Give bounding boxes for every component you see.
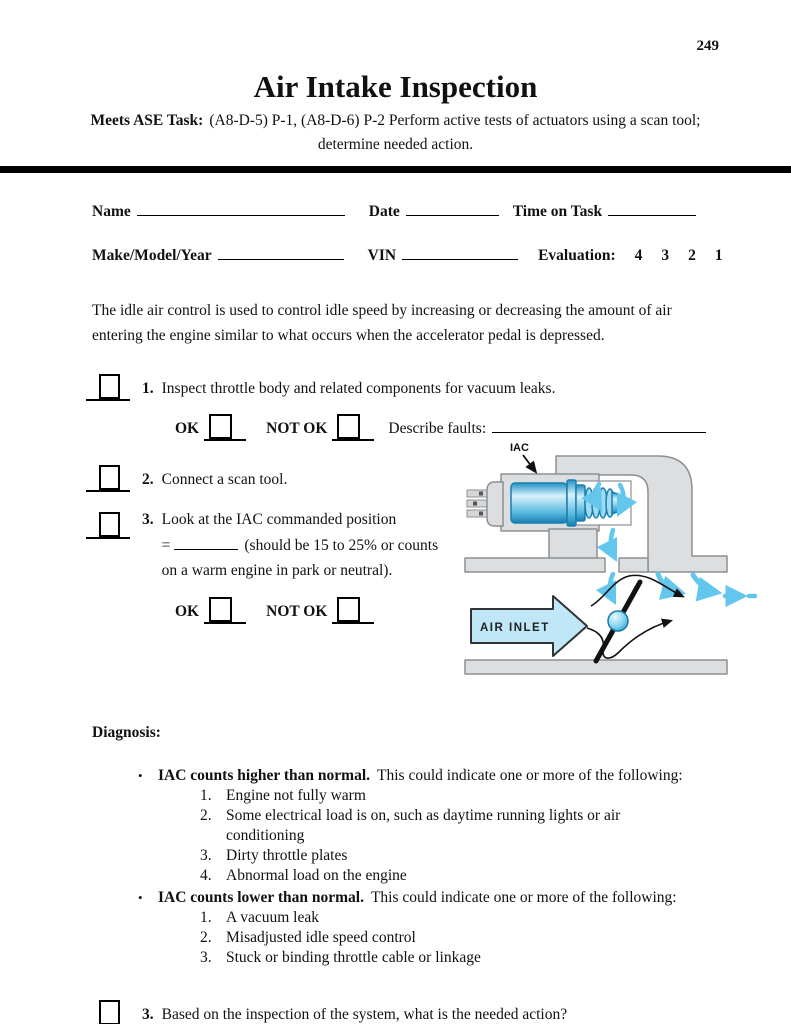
iac-valve-diagram [453, 430, 790, 677]
step-3-equals: = [161, 537, 171, 554]
ase-task-text: (A8-D-5) P-1, (A8-D-6) P-2 Perform active tests of actuators using a scan tool; [209, 112, 701, 129]
item-text: Abnormal load on the engine [226, 867, 407, 884]
step-2-checkbox[interactable] [86, 462, 130, 492]
item-number: 2. [200, 807, 212, 824]
item-number: 3. [200, 847, 212, 864]
final-step-number: 3. [142, 1006, 154, 1023]
step-2-number: 2. [142, 471, 154, 488]
name-label: Name [92, 203, 131, 220]
item-number: 4. [200, 867, 212, 884]
checkbox-icon [337, 414, 360, 439]
bullet-lead: IAC counts higher than normal. [158, 767, 371, 784]
final-step-checkbox[interactable] [86, 997, 130, 1024]
bullet-rest: This could indicate one or more of the following: [370, 889, 677, 906]
checkbox-icon [209, 414, 232, 439]
not-ok-checkbox[interactable] [332, 595, 374, 624]
item-text: Misadjusted idle speed control [226, 929, 416, 946]
iac-position-field[interactable] [174, 532, 238, 550]
date-label: Date [368, 203, 400, 220]
step-1-number: 1. [142, 380, 154, 397]
list-item [200, 908, 791, 928]
evaluation-score-1[interactable]: 1 [714, 247, 723, 264]
vin-field[interactable] [402, 242, 518, 260]
not-ok-label: NOT OK [266, 420, 328, 437]
connector [467, 482, 503, 526]
ok-label: OK [175, 420, 200, 437]
step-3-checkbox[interactable] [86, 509, 130, 539]
list-item [200, 948, 791, 968]
list-item [200, 928, 791, 948]
evaluation-label: Evaluation: [538, 247, 616, 264]
list-item [138, 888, 791, 908]
item-number: 3. [200, 949, 212, 966]
ase-task-line [0, 109, 791, 157]
checkbox-icon [337, 597, 360, 622]
item-text: Stuck or binding throttle cable or linkage [226, 949, 481, 966]
checkbox-icon [99, 465, 120, 490]
evaluation-score-4[interactable]: 4 [634, 247, 643, 264]
ok-checkbox[interactable] [204, 595, 246, 624]
air-inlet-label: AIR INLET [480, 622, 550, 634]
header-divider [0, 166, 791, 173]
describe-faults-label: Describe faults: [388, 420, 487, 437]
final-step-row [86, 997, 791, 1024]
list-item [200, 786, 791, 806]
checkbox-icon [99, 1000, 120, 1024]
page-title: Air Intake Inspection [253, 69, 538, 104]
iac-pointer-arrow [523, 455, 535, 471]
diagnosis-heading: Diagnosis: [92, 724, 161, 741]
make-model-year-field[interactable] [218, 242, 344, 260]
diagnosis-list [138, 766, 791, 968]
form-row-1 [92, 198, 791, 224]
step-1-row [86, 371, 791, 401]
date-field[interactable] [406, 198, 499, 216]
not-ok-label: NOT OK [266, 603, 328, 620]
list-item [200, 806, 791, 846]
step-3-line-3: on a warm engine in park or neutral). [161, 562, 393, 579]
ase-task-text-2: determine needed action. [317, 136, 474, 153]
intro-paragraph: The idle air control is used to control idle speed by increasing or decreasing the amount of air entering the engine similar to what occurs when the accelerator pedal is depressed. [92, 302, 672, 344]
final-step-text: Based on the inspection of the system, what is the needed action? [161, 1006, 568, 1023]
not-ok-checkbox[interactable] [332, 412, 374, 441]
step-3-line-2: (should be 15 to 25% or counts [244, 537, 439, 554]
name-field[interactable] [137, 198, 345, 216]
list-item [200, 846, 791, 866]
page-number: 249 [696, 38, 719, 54]
checkbox-icon [99, 512, 120, 537]
step-3-line-1: Look at the IAC commanded position [161, 511, 397, 528]
evaluation-score-2[interactable]: 2 [688, 247, 696, 264]
bullet-rest: This could indicate one or more of the following: [377, 767, 683, 784]
iac-diagram-label: IAC [510, 442, 529, 454]
bullet-lead: IAC counts lower than normal. [158, 889, 364, 906]
step-3-number: 3. [142, 511, 154, 528]
vin-label: VIN [367, 247, 397, 264]
form-row-2 [92, 242, 791, 268]
time-on-task-field[interactable] [608, 198, 696, 216]
ok-label: OK [175, 603, 200, 620]
checkbox-icon [209, 597, 232, 622]
checkbox-icon [99, 374, 120, 399]
ase-task-label: Meets ASE Task: [90, 112, 204, 129]
step-2-text: Connect a scan tool. [161, 471, 288, 488]
item-number: 1. [200, 909, 212, 926]
step-1-checkbox[interactable] [86, 371, 130, 401]
step-1-text: Inspect throttle body and related components for vacuum leaks. [161, 380, 556, 397]
bullet-icon: • [138, 768, 143, 783]
item-number: 1. [200, 787, 212, 804]
item-text: A vacuum leak [226, 909, 319, 926]
ok-checkbox[interactable] [204, 412, 246, 441]
time-on-task-label: Time on Task [512, 203, 603, 220]
make-model-year-label: Make/Model/Year [92, 247, 212, 264]
item-text: Dirty throttle plates [226, 847, 348, 864]
evaluation-score-3[interactable]: 3 [661, 247, 670, 264]
list-item [138, 766, 791, 786]
needed-action-field[interactable] [573, 1009, 691, 1024]
list-item [200, 866, 791, 886]
item-number: 2. [200, 929, 212, 946]
item-text: Engine not fully warm [226, 787, 366, 804]
bullet-icon: • [138, 890, 143, 905]
throttle-shaft [608, 611, 628, 631]
item-text: Some electrical load is on, such as daytime running lights or air conditioning [226, 807, 621, 844]
